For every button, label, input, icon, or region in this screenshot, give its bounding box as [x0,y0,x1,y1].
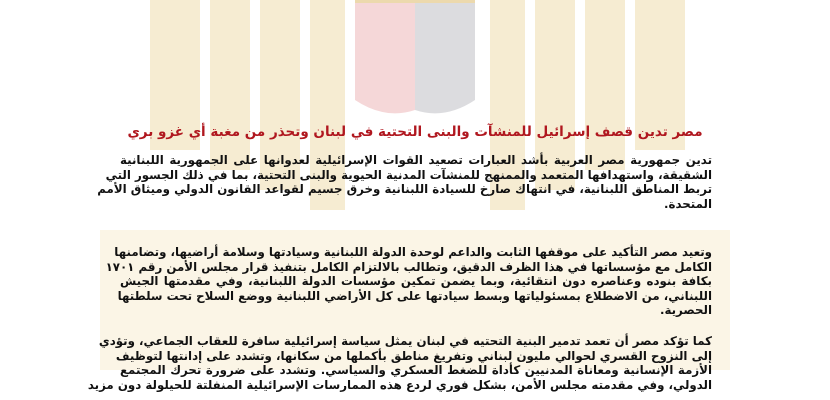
paragraph-3 [87,334,712,392]
paragraph-1 [97,153,712,211]
text-line: تدين جمهورية مصر العربية بأشد العبارات تصعيد القوات الإسرائيلية لعدوانها على الجمهورية اللبنانية [120,153,712,167]
text-line: وتعيد مصر التأكيد على موقفها الثابت والداعم لوحدة الدولة اللبنانية وسيادتها وسلامة أراضيها، وتضامنها [114,245,712,259]
text-line: إلى النزوح القسري لحوالي مليون لبناني وتفريغ مناطق بأكملها من سكانها، وتشدد على إدانتها لتوظيف [115,348,712,363]
text-line: الشقيقة، واستهدافها المتعمد والممنهج للمنشآت المدنية الحيوية والبنى التحتية، بما في ذلك الجسور التي [105,167,712,182]
text-line: كما تؤكد مصر أن تعمد تدمير البنية التحتيه في لبنان يمثل سياسة إسرائيلية سافرة للعقاب الجماعي، وتؤدي [98,334,712,348]
text-line: بكافة بنوده وعناصره دون انتقائية، وبما يضمن تمكين مؤسسات الدولة اللبنانية، وفي مقدمتها الجيش [120,274,712,289]
flag-black-stripe [415,0,475,113]
text-line: الأزمة الإنسانية ومعاناة المدنيين كأداة للضغط العسكري والسياسي. وتشدد على ضرورة تحرك المجتمع [120,363,712,378]
emblem-wing-feather-left-2 [210,0,250,170]
document-title: مصر تدين قصف إسرائيل للمنشآت والبنى التحتية في لبنان وتحذر من مغبة أي غزو بري [127,124,703,140]
text-line: الكامل مع مؤسساتها في هذا الظرف الدقيق، وتطالب بالالتزام الكامل بتنفيذ قرار مجلس الأمن رقم ١٧٠١ [105,259,712,274]
text-line: الحصرية. [659,303,712,318]
text-line: تربط المناطق اللبنانية، في انتهاك صارخ للسيادة اللبنانية وخرق جسيم لقواعد القانون الدولي وميثاق الأمم [97,182,712,197]
text-line: المتحدة. [664,196,712,211]
text-line: الدولي، وفي مقدمته مجلس الأمن، بشكل فوري لردع هذه الممارسات الإسرائيلية المنفلتة للحيلولة دون مزيد [87,377,712,392]
flag-red-stripe [355,0,415,113]
paragraph-2 [105,245,712,318]
text-line: اللبناني، من الاضطلاع بمسئولياتها وبسط سيادتها على كل الأراضي اللبنانية ووضع السلاح تحت سلطتها [117,288,712,303]
